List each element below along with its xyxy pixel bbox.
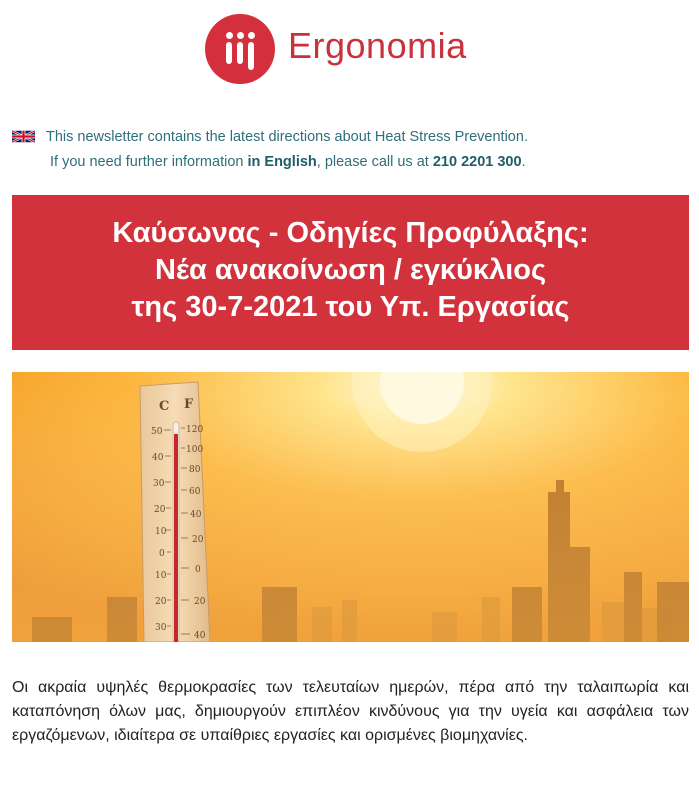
f-tick-8: 20 <box>194 597 206 607</box>
c-tick-9: 30 <box>155 623 167 633</box>
f-tick-7: 0 <box>195 565 201 575</box>
notice-line-2 <box>50 150 526 175</box>
thermometer-icon <box>140 382 210 642</box>
banner-line-3: της 30-7-2021 του Υπ. Εργασίας <box>131 291 570 323</box>
header <box>0 0 699 100</box>
f-tick-2: 100 <box>186 445 204 455</box>
c-tick-3: 30 <box>153 479 165 489</box>
notice-middle: , please call us at <box>316 154 433 170</box>
heatwave-illustration <box>12 372 689 642</box>
f-tick-3: 80 <box>189 465 201 475</box>
c-tick-7: 10 <box>155 571 167 581</box>
scale-c: C <box>159 399 170 414</box>
c-tick-8: 20 <box>155 597 167 607</box>
heatwave-hero-image <box>12 372 689 642</box>
c-tick-2: 40 <box>152 453 164 463</box>
notice-in-english: in English <box>247 154 317 170</box>
c-tick-6: 0 <box>159 549 165 559</box>
f-tick-4: 60 <box>189 487 201 497</box>
f-tick-6: 20 <box>192 535 204 545</box>
f-tick-9: 40 <box>194 631 206 641</box>
article-paragraph: Οι ακραία υψηλές θερμοκρασίες των τελευταίων ημερών, πέρα από την ταλαιπωρία και καταπόνηση όλων μας, δημιουργούν επιπλέον κινδύνους για την υγεία και ασφάλεια των εργαζόμενων, ιδιαίτερα σε υπαίθριες εργασίες και ορισμένες βιομηχανίες. <box>12 679 689 744</box>
c-tick-4: 20 <box>154 505 166 515</box>
notice-line-1-text: This newsletter contains the latest directions about Heat Stress Prevention. <box>46 129 528 145</box>
title-banner <box>12 195 689 350</box>
notice-prefix: If you need further information <box>50 154 248 170</box>
f-tick-5: 40 <box>190 510 202 520</box>
ergonomia-logo-icon[interactable] <box>205 14 275 84</box>
brand-name[interactable]: Ergonomia <box>288 25 467 66</box>
banner-line-2: Νέα ανακοίνωση / εγκύκλιος <box>154 254 547 286</box>
phone-number[interactable]: 210 2201 300 <box>432 154 522 170</box>
uk-flag-icon <box>12 130 35 143</box>
banner-line-1: Καύσωνας - Οδηγίες Προφύλαξης: <box>112 217 589 249</box>
scale-f: F <box>184 397 194 412</box>
c-tick-1: 50 <box>151 427 163 437</box>
f-tick-1: 120 <box>186 425 204 435</box>
c-tick-5: 10 <box>155 527 167 537</box>
notice-suffix: . <box>521 154 526 170</box>
